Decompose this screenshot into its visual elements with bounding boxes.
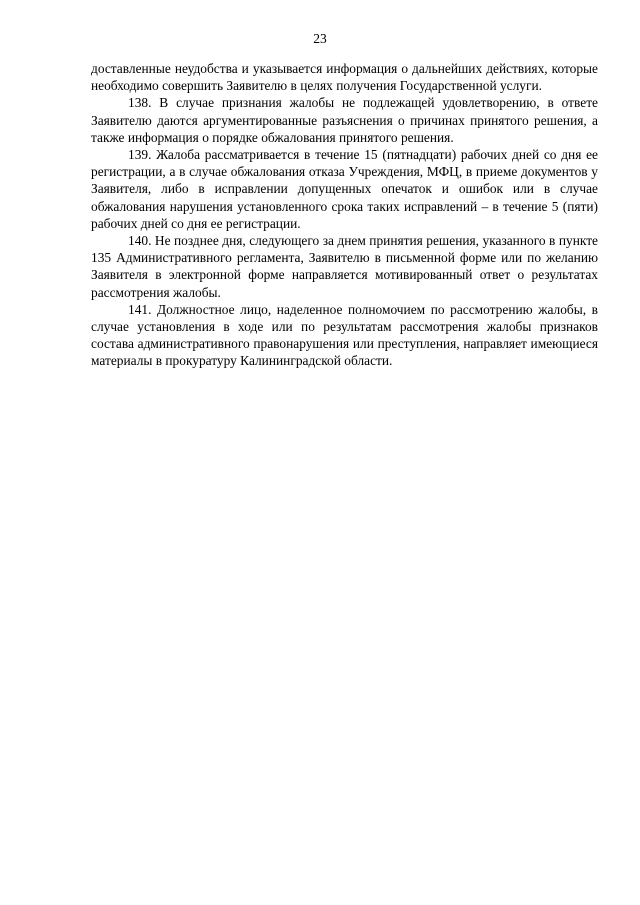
document-body bbox=[91, 60, 598, 370]
page-number: 23 bbox=[313, 31, 327, 46]
paragraph-140: 140. Не позднее дня, следующего за днем принятия решения, указанного в пункте 135 Административного регламента, Заявителю в письменной форме или по желанию Заявителя в электронной форме направляется мотивированный ответ о результатах рассмотрения жалобы. bbox=[91, 233, 598, 300]
paragraph-139: 139. Жалоба рассматривается в течение 15 (пятнадцати) рабочих дней со дня ее регистрации, а в случае обжалования отказа Учреждения, МФЦ, в приеме документов у Заявителя, либо в исправлении допущенных опечаток и ошибок или в случае обжалования нарушения установленного срока таких исправлений – в течение 5 (пяти) рабочих дней со дня ее регистрации. bbox=[91, 147, 598, 231]
paragraph-138: 138. В случае признания жалобы не подлежащей удовлетворению, в ответе Заявителю даются аргументированные разъяснения о причинах принятого решения, а также информация о порядке обжалования принятого решения. bbox=[91, 95, 598, 145]
paragraph-141: 141. Должностное лицо, наделенное полномочием по рассмотрению жалобы, в случае установления в ходе или по результатам рассмотрения жалобы признаков состава административного правонарушения или преступления, направляет имеющиеся материалы в прокуратуру Калининградской области. bbox=[91, 301, 598, 369]
paragraph-continuation: доставленные неудобства и указывается информация о дальнейших действиях, которые необходимо совершить Заявителю в целях получения Государственной услуги. bbox=[91, 61, 598, 94]
